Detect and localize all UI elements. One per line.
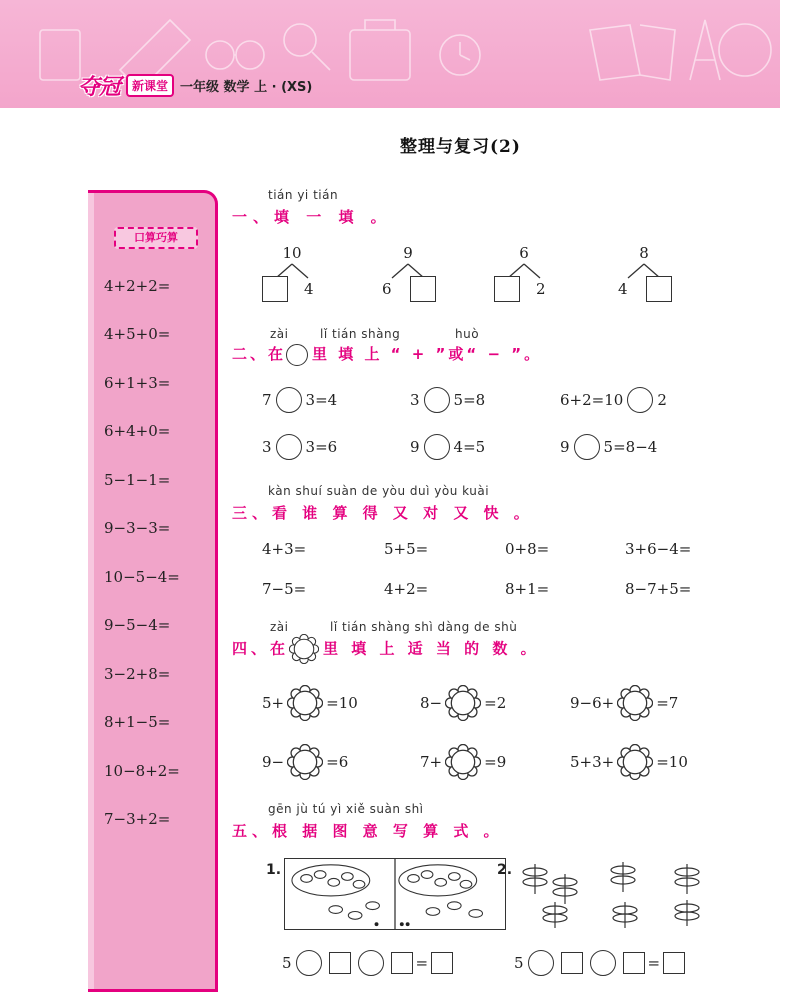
flower-answer-box[interactable]	[617, 744, 653, 780]
section5-pinyin: gēn jù tú yì xiě suàn shì	[268, 802, 424, 816]
answer-box[interactable]	[391, 952, 413, 974]
heading-text: 四、在	[232, 639, 290, 658]
answer-box[interactable]	[663, 952, 685, 974]
sidebar-equation: 9−3−3=	[104, 519, 171, 537]
bond-part: 4	[618, 280, 628, 298]
heading-text: 二、在	[232, 345, 287, 363]
equation: 3 3=6	[262, 434, 337, 460]
equation: 7+ =9	[420, 744, 506, 780]
heading-text: 里 填 上 适 当 的 数 。	[323, 639, 540, 658]
section1-pinyin: tián yi tián	[268, 188, 339, 202]
section5-heading: 五、根 据 图 意 写 算 式 。	[232, 822, 504, 840]
operator-circle[interactable]	[528, 950, 554, 976]
operator-circle[interactable]	[590, 950, 616, 976]
bond-total: 9	[403, 244, 413, 262]
section2-pinyin: zài	[270, 327, 289, 341]
flower-answer-box[interactable]	[617, 685, 653, 721]
operator-circle[interactable]	[276, 434, 302, 460]
equation: 4+2=	[384, 580, 429, 598]
equation: 8− =2	[420, 685, 506, 721]
brand-series: 新课堂	[126, 74, 174, 97]
flower-answer-box[interactable]	[445, 744, 481, 780]
equation: 9−6+ =7	[570, 685, 678, 721]
sidebar-equation: 7−3+2=	[104, 810, 171, 828]
answer-box[interactable]	[329, 952, 351, 974]
bond-answer-box[interactable]	[410, 276, 436, 302]
sidebar-equation: 6+4+0=	[104, 422, 171, 440]
page-title: 整理与复习(2)	[400, 137, 521, 157]
sidebar-equation: 9−5−4=	[104, 616, 171, 634]
operator-circle[interactable]	[296, 950, 322, 976]
number-bond	[262, 244, 322, 314]
section1-heading: 一、填 一 填 。	[232, 208, 392, 226]
bond-part: 6	[382, 280, 392, 298]
section3-heading: 三、看 谁 算 得 又 对 又 快 。	[232, 504, 534, 522]
equation: 7−5=	[262, 580, 307, 598]
operator-circle[interactable]	[627, 387, 653, 413]
flower-answer-box[interactable]	[287, 744, 323, 780]
sidebar-badge: 口算巧算	[114, 227, 198, 249]
sidebar-equation: 10−5−4=	[104, 568, 180, 586]
section4-pinyin: zài	[270, 620, 289, 634]
equation: 4+3=	[262, 540, 307, 558]
answer-box[interactable]	[561, 952, 583, 974]
sidebar-equation: 6+1+3=	[104, 374, 171, 392]
number-bond	[614, 244, 674, 314]
circle-icon	[286, 344, 308, 366]
flower-icon	[289, 634, 319, 664]
flower-answer-box[interactable]	[445, 685, 481, 721]
sidebar-equation: 8+1−5=	[104, 713, 171, 731]
section4-pinyin: lǐ tián shàng shì dàng de shù	[330, 620, 518, 634]
operator-circle[interactable]	[358, 950, 384, 976]
brand-logo: 夺冠	[78, 74, 121, 100]
problem-number: 1.	[266, 862, 282, 878]
equation: 9 4=5	[410, 434, 485, 460]
answer-box[interactable]	[431, 952, 453, 974]
sidebar-mental-math	[88, 190, 218, 992]
equation: 3+6−4=	[625, 540, 692, 558]
bond-answer-box[interactable]	[494, 276, 520, 302]
bond-answer-box[interactable]	[646, 276, 672, 302]
section2-heading	[232, 343, 542, 366]
bond-part: 2	[536, 280, 546, 298]
sidebar-equation: 3−2+8=	[104, 665, 171, 683]
section3-pinyin: kàn shuí suàn de yòu duì yòu kuài	[268, 484, 490, 498]
brand	[78, 72, 312, 98]
equation: 5+3+ =10	[570, 744, 688, 780]
operator-circle[interactable]	[574, 434, 600, 460]
heading-text: 里 填 上 “ + ”或“ − ”。	[312, 345, 543, 363]
bond-part: 4	[304, 280, 314, 298]
operator-circle[interactable]	[276, 387, 302, 413]
sidebar-equation: 5−1−1=	[104, 471, 171, 489]
equation: 6+2=10 2	[560, 387, 667, 413]
equation: 9 5=8−4	[560, 434, 657, 460]
equation: 7 3=4	[262, 387, 337, 413]
section2-pinyin: lǐ tián shàng	[320, 327, 401, 341]
grade-subject: 一年级 数学 上 · (XS)	[180, 79, 313, 95]
section2-pinyin: huò	[455, 327, 480, 341]
equation: 0+8=	[505, 540, 550, 558]
sidebar-equation: 4+5+0=	[104, 325, 171, 343]
equation: 8−7+5=	[625, 580, 692, 598]
number-bond	[494, 244, 554, 314]
sidebar-equation: 10−8+2=	[104, 762, 180, 780]
picture-equation: 5 =	[514, 950, 688, 976]
bond-total: 6	[519, 244, 529, 262]
equation: 5+5=	[384, 540, 429, 558]
problem-number: 2.	[497, 862, 513, 878]
bond-total: 8	[639, 244, 649, 262]
section4-heading	[232, 634, 540, 664]
bond-answer-box[interactable]	[262, 276, 288, 302]
bond-total: 10	[282, 244, 302, 262]
sidebar-equation: 4+2+2=	[104, 277, 171, 295]
fish-picture-panel	[284, 858, 506, 930]
answer-box[interactable]	[623, 952, 645, 974]
operator-circle[interactable]	[424, 387, 450, 413]
dragonfly-picture	[515, 852, 715, 932]
picture-equation: 5 =	[282, 950, 456, 976]
operator-circle[interactable]	[424, 434, 450, 460]
equation: 5+ =10	[262, 685, 358, 721]
equation: 9− =6	[262, 744, 348, 780]
number-bond	[378, 244, 438, 314]
equation: 3 5=8	[410, 387, 485, 413]
equation: 8+1=	[505, 580, 550, 598]
flower-answer-box[interactable]	[287, 685, 323, 721]
